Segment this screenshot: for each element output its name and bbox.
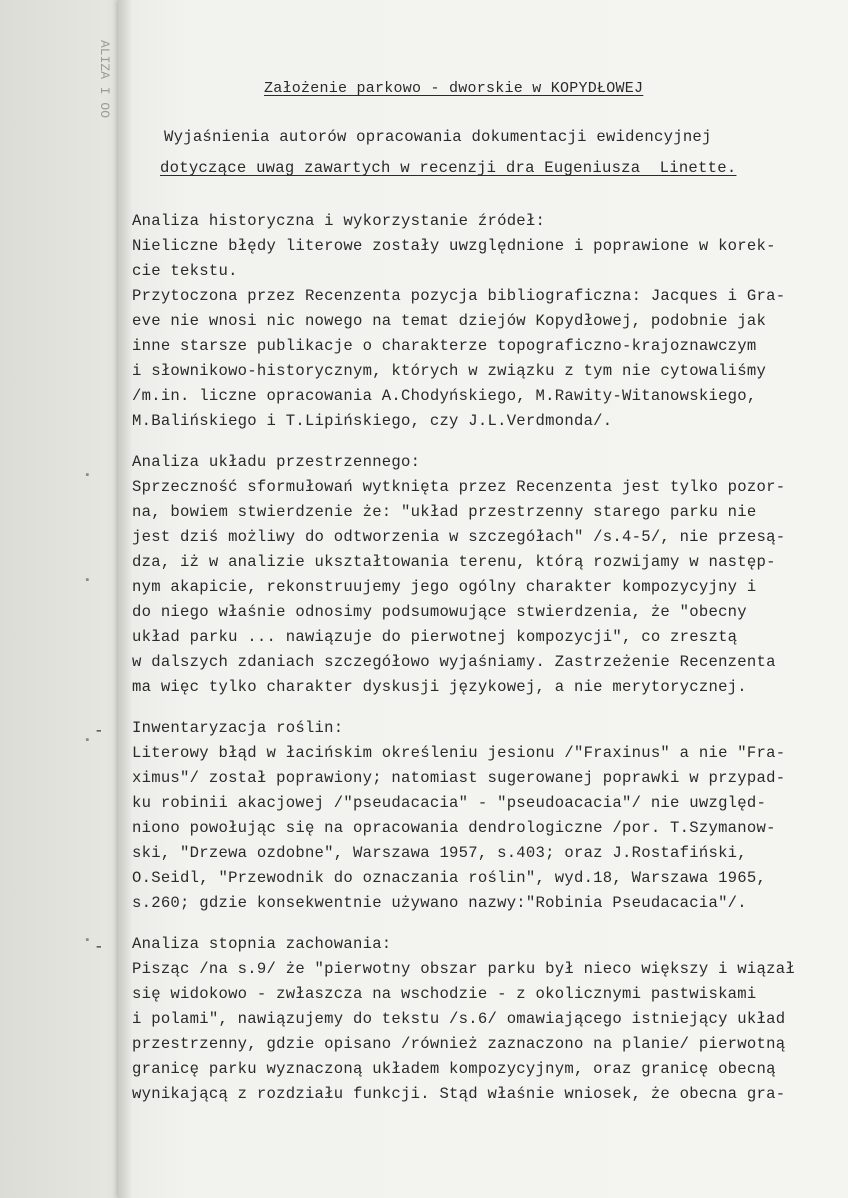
body-line: Pisząc /na s.9/ że "pierwotny obszar parku był nieco większy i wiązał: [132, 960, 795, 978]
underlying-page-edge-text: ALIZA I OO: [97, 40, 112, 119]
subtitle-line: Wyjaśnienia autorów opracowania dokumentacji ewidencyjnej: [164, 128, 712, 146]
body-line: granicę parku wyznaczoną układem kompozycyjnym, oraz granicę obecną: [132, 1060, 776, 1078]
bullet-dash: -: [94, 722, 104, 740]
body-line: Literowy błąd w łacińskim określeniu jesionu /"Fraxinus" a nie "Fra-: [132, 744, 786, 762]
section-heading-preservation: Analiza stopnia zachowania:: [132, 935, 392, 953]
body-line: się widokowo - zwłaszcza na wschodzie - z okolicznymi pastwiskami: [132, 985, 757, 1003]
edge-mark: ▪: [84, 575, 91, 587]
body-line: dza, iż w analizie ukształtowania terenu, którą rozwijamy w następ-: [132, 553, 776, 571]
body-line: niono powołując się na opracowania dendrologiczne /por. T.Szymanow-: [132, 819, 776, 837]
body-line: na, bowiem stwierdzenie że: "układ przestrzenny starego parku nie: [132, 503, 757, 521]
body-line: do niego właśnie odnosimy podsumowujące stwierdzenia, że "obecny: [132, 603, 747, 621]
body-line: M.Balińskiego i T.Lipińskiego, czy J.L.Verdmonda/.: [132, 412, 613, 430]
edge-mark: ▪: [84, 470, 91, 482]
body-line: ma więc tylko charakter dyskusji językowej, a nie merytorycznej.: [132, 678, 747, 696]
body-line: ku robinii akacjowej /"pseudacacia" - "pseudoacacia"/ nie uwzględ-: [132, 794, 767, 812]
body-line: Przytoczona przez Recenzenta pozycja bibliograficzna: Jacques i Gra-: [132, 287, 786, 305]
body-line: ski, "Drzewa ozdobne", Warszawa 1957, s.403; oraz J.Rostafiński,: [132, 844, 747, 862]
body-line: /m.in. liczne opracowania A.Chodyńskiego, M.Rawity-Witanowskiego,: [132, 387, 757, 405]
body-line: Nieliczne błędy literowe zostały uwzględnione i poprawione w korek-: [132, 237, 776, 255]
body-line: jest dziś możliwy do odtworzenia w szczegółach" /s.4-5/, nie przesą-: [132, 528, 786, 546]
edge-mark: ▪: [84, 935, 91, 947]
body-line: eve nie wnosi nic nowego na temat dziejów Kopydłowej, podobnie jak: [132, 312, 767, 330]
section-heading-historical: Analiza historyczna i wykorzystanie źródeł:: [132, 212, 546, 230]
body-line: inne starsze publikacje o charakterze topograficzno-krajoznawczym: [132, 337, 757, 355]
body-line: s.260; gdzie konsekwentnie używano nazwy:"Robinia Pseudacacia"/.: [132, 894, 747, 912]
document-title: Założenie parkowo - dworskie w KOPYDŁOWEJ: [264, 80, 644, 97]
body-line: ximus"/ został poprawiony; natomiast sugerowanej poprawki w przypad-: [132, 769, 786, 787]
bullet-dash: -: [94, 938, 104, 956]
body-line: przestrzenny, gdzie opisano /również zaznaczono na planie/ pierwotną: [132, 1035, 786, 1053]
body-line: cie tekstu.: [132, 262, 238, 280]
body-line: i polami", nawiązujemy do tekstu /s.6/ omawiającego istniejący układ: [132, 1010, 786, 1028]
body-line: O.Seidl, "Przewodnik do oznaczania roślin", wyd.18, Warszawa 1965,: [132, 869, 767, 887]
body-line: układ parku ... nawiązuje do pierwotnej kompozycji", co zresztą: [132, 628, 738, 646]
section-heading-plants: Inwentaryzacja roślin:: [132, 719, 344, 737]
subtitle-line: dotyczące uwag zawartych w recenzji dra Eugeniusza Linette.: [160, 159, 737, 177]
body-line: Sprzeczność sformułowań wytknięta przez Recenzenta jest tylko pozor-: [132, 478, 786, 496]
body-line: wynikającą z rozdziału funkcji. Stąd właśnie wniosek, że obecna gra-: [132, 1085, 786, 1103]
body-line: nym akapicie, rekonstruujemy jego ogólny charakter kompozycyjny i: [132, 578, 757, 596]
edge-mark: ▪: [84, 735, 91, 747]
body-line: w dalszych zdaniach szczegółowo wyjaśniamy. Zastrzeżenie Recenzenta: [132, 653, 776, 671]
section-heading-spatial: Analiza układu przestrzennego:: [132, 453, 421, 471]
body-line: i słownikowo-historycznym, których w związku z tym nie cytowaliśmy: [132, 362, 767, 380]
